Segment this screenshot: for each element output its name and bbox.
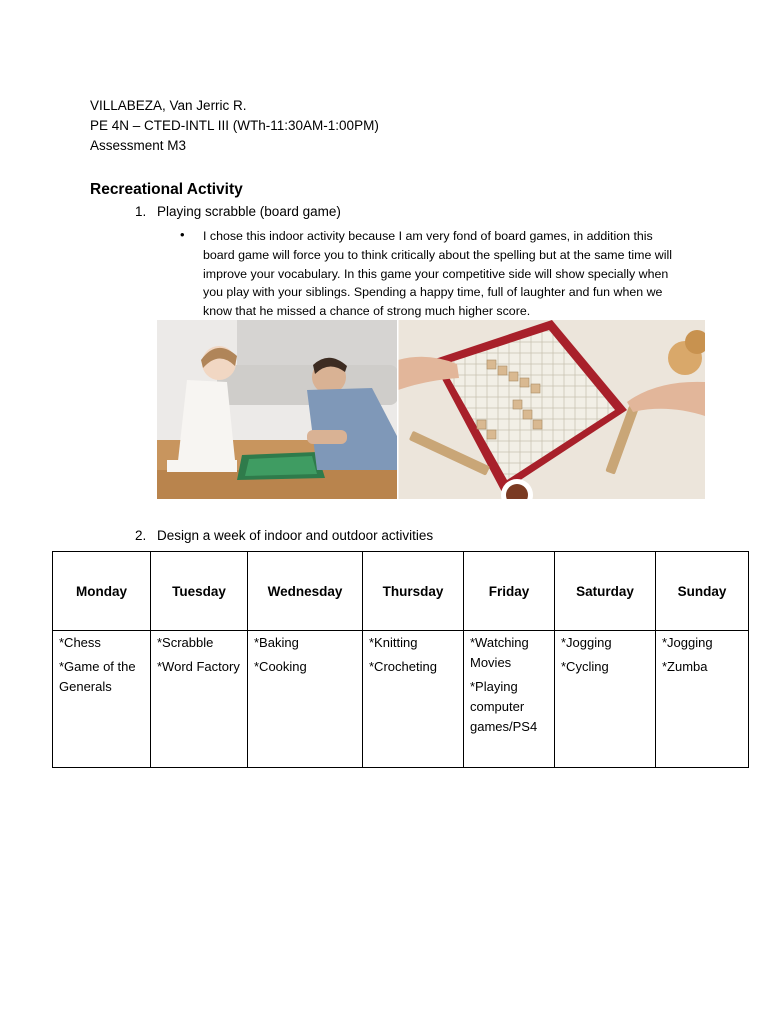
day-header: Tuesday	[151, 552, 248, 631]
list-item-2	[135, 528, 433, 543]
table-row	[53, 631, 749, 768]
scrabble-photo	[157, 320, 705, 499]
activity-item: *Watching Movies	[470, 635, 529, 670]
day-header: Thursday	[363, 552, 464, 631]
activity-item: *Crocheting	[369, 659, 437, 674]
table-header-row	[53, 552, 749, 631]
activity-item: *Chess	[59, 635, 101, 650]
section-title: Recreational Activity	[90, 181, 243, 198]
day-activities-cell	[464, 631, 555, 768]
activity-item: *Word Factory	[157, 659, 240, 674]
day-activities-cell	[363, 631, 464, 768]
day-activities-cell	[151, 631, 248, 768]
weekly-activities-table	[52, 551, 749, 768]
document-header	[90, 96, 379, 156]
day-activities-cell	[248, 631, 363, 768]
student-name: VILLABEZA, Van Jerric R.	[90, 98, 247, 113]
list-item-title: Playing scrabble (board game)	[157, 204, 341, 219]
list-item-title: Design a week of indoor and outdoor activities	[157, 528, 434, 543]
bullet-marker: •	[180, 227, 185, 242]
day-header: Monday	[53, 552, 151, 631]
activity-item: *Playing computer games/PS4	[470, 679, 538, 734]
activity-item: *Jogging	[662, 635, 713, 650]
day-header: Saturday	[555, 552, 656, 631]
list-number: 1.	[135, 204, 147, 219]
scrabble-photo-illustration	[157, 320, 705, 499]
assessment-label: Assessment M3	[90, 138, 187, 153]
day-activities-cell	[555, 631, 656, 768]
course-info: PE 4N – CTED-INTL III (WTh-11:30AM-1:00PM)	[90, 118, 379, 133]
day-activities-cell	[53, 631, 151, 768]
activity-item: *Jogging	[561, 635, 612, 650]
list-number: 2.	[135, 528, 147, 543]
activity-item: *Baking	[254, 635, 299, 650]
list-item-1	[135, 204, 341, 219]
activity-item: *Scrabble	[157, 635, 214, 650]
activity-item: *Cycling	[561, 659, 609, 674]
activity-item: *Game of the Generals	[59, 659, 136, 694]
activity-item: *Cooking	[254, 659, 307, 674]
day-header: Sunday	[656, 552, 749, 631]
activity-item: *Knitting	[369, 635, 418, 650]
day-activities-cell	[656, 631, 749, 768]
bullet-paragraph: I chose this indoor activity because I am very fond of board games, in addition this board game will force you to think critically about the spelling but at the same time will improve your vocabulary. In this game your competitive side will show specially when you play with your siblings. Spending a happy time, full of laughter and fun when we know that he missed a chance of strong much higher score.	[203, 229, 673, 319]
day-header: Wednesday	[248, 552, 363, 631]
day-header: Friday	[464, 552, 555, 631]
activity-item: *Zumba	[662, 659, 708, 674]
